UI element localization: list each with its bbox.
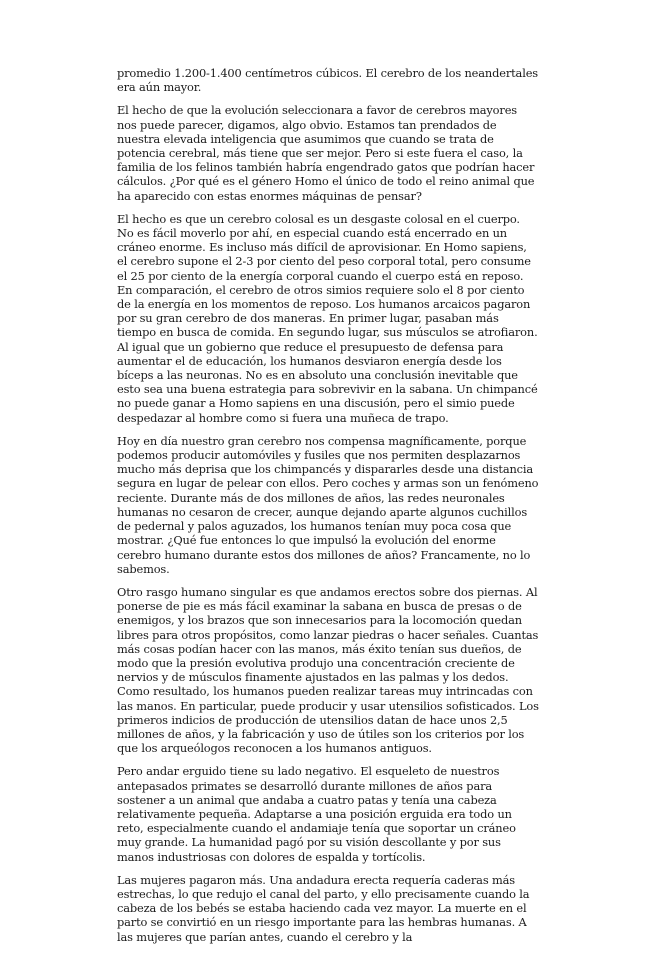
paragraph-4: Hoy en día nuestro gran cerebro nos compensa magníficamente, porque podemos producir automóviles y fusiles que nos permiten desplazarnos mucho más deprisa que los chimpancés y dispararles desde una distancia segura en lugar de pelear con ellos. Pero coches y armas son un fenómeno reciente. Durante más de dos millones de años, las redes neuronales humanas no cesaron de crecer, aunque dejando aparte algunos cuchillos de pedernal y palos aguzados, los humanos tenían muy poca cosa que mostrar. ¿Qué fue entonces lo que impulsó la evolución del enorme cerebro humano durante estos dos millones de años? Francamente, no lo sabemos. [117, 433, 539, 576]
paragraph-3: El hecho es que un cerebro colosal es un desgaste colosal en el cuerpo. No es fácil moverlo por ahí, en especial cuando está encerrado en un cráneo enorme. Es incluso más difícil de aprovisionar. En Homo sapiens, el cerebro supone el 2-3 por ciento del peso corporal total, pero consume el 25 por ciento de la energía corporal cuando el cuerpo está en reposo. En comparación, el cerebro de otros simios requiere solo el 8 por ciento de la energía en los momentos de reposo. Los humanos arcaicos pagaron por su gran cerebro de dos maneras. En primer lugar, pasaban más tiempo en busca de comida. En segundo lugar, sus músculos se atrofiaron. Al igual que un gobierno que reduce el presupuesto de defensa para aumentar el de educación, los humanos desviaron energía desde los bíceps a las neuronas. No es en absoluto una conclusión inevitable que esto sea una buena estrategia para sobrevivir en la sabana. Un chimpancé no puede ganar a Homo sapiens en una discusión, pero el simio puede despedazar al hombre como si fuera una muñeca de trapo. [117, 211, 538, 425]
paragraph-6: Pero andar erguido tiene su lado negativo. El esqueleto de nuestros antepasados primates se desarrolló durante millones de años para sostener a un animal que andaba a cuatro patas y tenía una cabeza relativamente pequeña. Adaptarse a una posición erguida era todo un reto, especialmente cuando el andamiaje tenía que soportar un cráneo muy grande. La humanidad pagó por su visión descollante y por sus manos industriosas con dolores de espalda y tortícolis. [117, 764, 516, 864]
document-page [117, 66, 539, 953]
paragraph-7: Las mujeres pagaron más. Una andadura erecta requería caderas más estrechas, lo que redujo el canal del parto, y ello precisamente cuando la cabeza de los bebés se estaba haciendo cada vez mayor. La muerte en el parto se convirtió en un riesgo importante para las hembras humanas. A las mujeres que parían antes, cuando el cerebro y la [117, 872, 530, 944]
paragraph-5: Otro rasgo humano singular es que andamos erectos sobre dos piernas. Al ponerse de pie es más fácil examinar la sabana en busca de presas o de enemigos, y los brazos que son innecesarios para la locomoción quedan libres para otros propósitos, como lanzar piedras o hacer señales. Cuantas más cosas podían hacer con las manos, más éxito tenían sus dueños, de modo que la presión evolutiva produjo una concentración creciente de nervios y de músculos finamente ajustados en las palmas y los dedos. Como resultado, los humanos pueden realizar tareas muy intrincadas con las manos. En particular, puede producir y usar utensilios sofisticados. Los primeros indicios de producción de utensilios datan de hace unos 2,5 millones de años, y la fabricación y uso de útiles son los criterios por los que los arqueólogos reconocen a los humanos antiguos. [117, 584, 539, 756]
paragraph-2: El hecho de que la evolución seleccionara a favor de cerebros mayores nos puede parecer, digamos, algo obvio. Estamos tan prendados de nuestra elevada inteligencia que asumimos que cuando se trata de potencia cerebral, más tiene que ser mejor. Pero si este fuera el caso, la familia de los felinos también habría engendrado gatos que podrían hacer cálculos. ¿Por qué es el género Homo el único de todo el reino animal que ha aparecido con estas enormes máquinas de pensar? [117, 103, 535, 203]
paragraph-1: promedio 1.200-1.400 centímetros cúbicos. El cerebro de los neandertales era aún mayor. [117, 66, 538, 95]
